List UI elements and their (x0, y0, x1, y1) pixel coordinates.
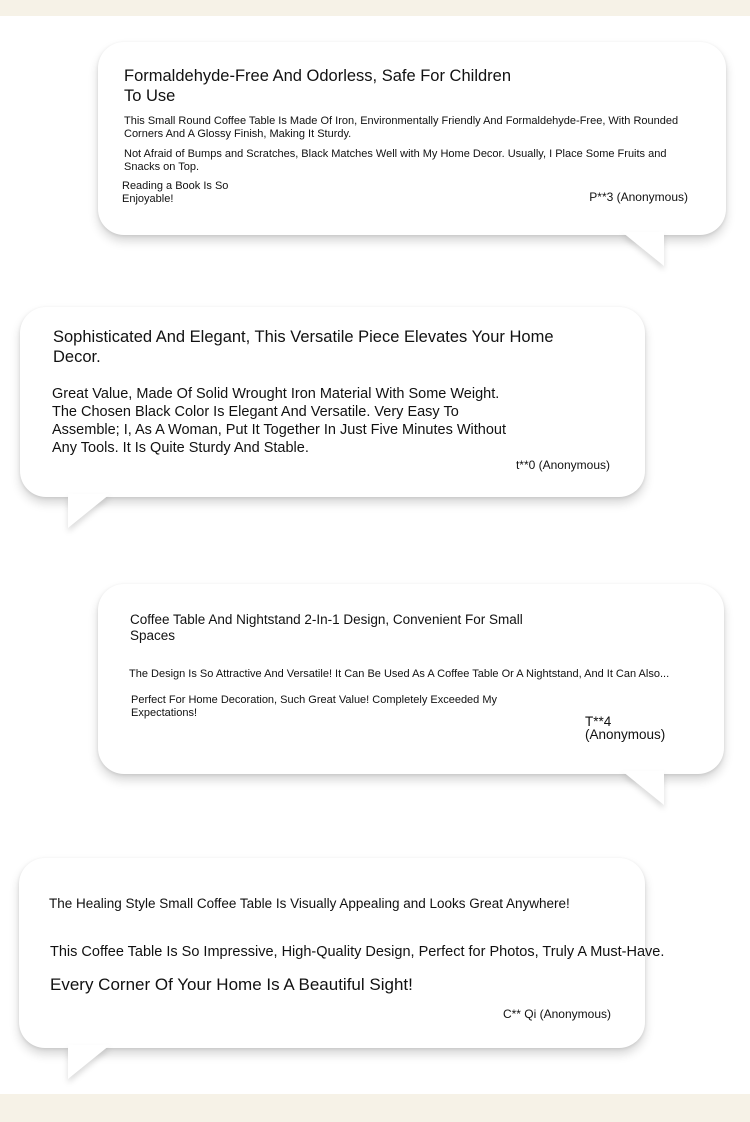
review-2-paragraph-1: Great Value, Made Of Solid Wrought Iron Material With Some Weight. The Chosen Black Color Is Elegant And Versatile. Very Easy To Assemble; I, As A Woman, Put It Together In Just Five Minutes Without Any Tools. It Is Quite Sturdy And Stable. (52, 386, 507, 456)
review-1-paragraph-3: Reading a Book Is So Enjoyable! (122, 180, 229, 205)
review-4-author: C** Qi (Anonymous) (502, 1007, 611, 1021)
review-1-title: Formaldehyde-Free And Odorless, Safe For Children To Use (124, 67, 512, 105)
review-4-paragraph-2: This Coffee Table Is So Impressive, High-Quality Design, Perfect for Photos, Truly A Must-Have. (50, 944, 665, 960)
review-3-author: T**4 (Anonymous) (585, 714, 666, 742)
review-1-paragraph-2: Not Afraid of Bumps and Scratches, Black Matches Well with My Home Decor. Usually, I Place Some Fruits and Snacks on Top. (124, 148, 667, 173)
review-bubble-4-tail (68, 1045, 110, 1079)
top-band (0, 0, 750, 16)
review-4-paragraph-1: The Healing Style Small Coffee Table Is Visually Appealing and Looks Great Anywhere! (49, 896, 570, 911)
review-bubble-3-tail (622, 771, 664, 805)
review-1-author: P**3 (Anonymous) (589, 190, 688, 204)
review-3-title: Coffee Table And Nightstand 2-In-1 Design, Convenient For Small Spaces (130, 612, 523, 643)
review-2-author: t**0 (Anonymous) (515, 458, 610, 472)
review-2-title: Sophisticated And Elegant, This Versatile Piece Elevates Your Home Decor. (53, 328, 554, 366)
review-bubble-2-tail (68, 494, 110, 528)
review-1-paragraph-1: This Small Round Coffee Table Is Made Of Iron, Environmentally Friendly And Formaldehyde-Free, With Rounded Corners And A Glossy Finish, Making It Sturdy. (124, 115, 679, 140)
review-3-paragraph-2: Perfect For Home Decoration, Such Great Value! Completely Exceeded My Expectations! (131, 694, 498, 719)
bottom-band (0, 1094, 750, 1122)
review-bubble-1-tail (622, 232, 664, 266)
review-3-paragraph-1: The Design Is So Attractive And Versatile! It Can Be Used As A Coffee Table Or A Nightstand, And It Can Also... (129, 668, 670, 680)
review-4-paragraph-3: Every Corner Of Your Home Is A Beautiful Sight! (50, 975, 413, 994)
